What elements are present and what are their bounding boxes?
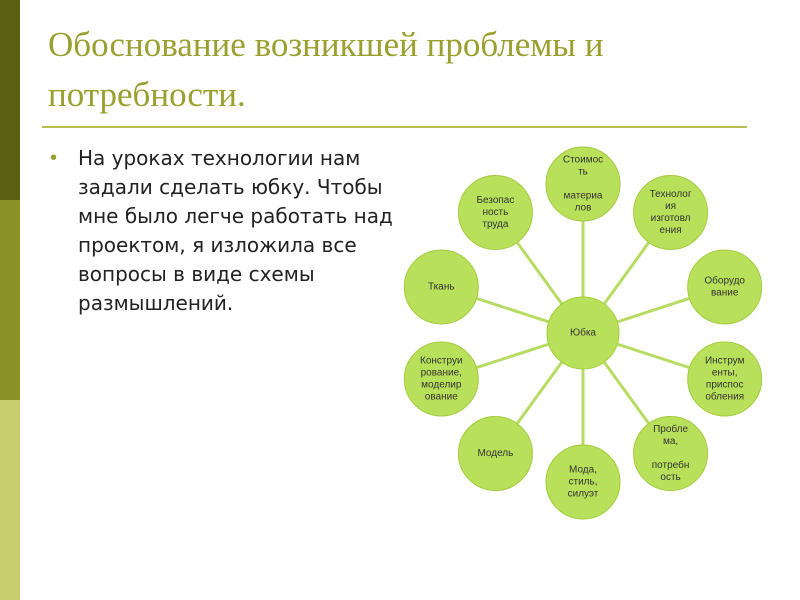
node-problema-potrebnost: [634, 417, 708, 491]
node-moda-stil-siluet: [546, 445, 620, 519]
node-label-line: ма,: [662, 436, 679, 448]
node-model: [458, 417, 532, 491]
node-label-line: Стоимос: [562, 154, 604, 166]
node-stoimost-materialov: [546, 147, 620, 221]
node-label-line: ия: [665, 200, 677, 212]
node-label-line: Конструи: [420, 355, 463, 367]
node-label-line: Инструм: [704, 355, 745, 367]
node-label-line: Ткань: [428, 281, 455, 293]
node-label-line: ость: [660, 472, 681, 484]
node-label-line: вание: [710, 287, 739, 299]
node-label-line: ть: [578, 166, 588, 178]
node-label-line: Технолог: [649, 188, 692, 200]
node-label-line: стиль,: [568, 476, 598, 488]
node-label-line: Безопас: [476, 194, 515, 206]
node-label-line: моделир: [421, 379, 462, 391]
node-label-line: приспос: [705, 379, 744, 391]
page-title: Обоснование возникшей проблемы и потребности.: [48, 25, 604, 114]
bullet-text: На уроках технологии нам задали сделать юбку. Чтобы мне было легче работать над проектом, я изложила все вопросы в виде схемы размышлений.: [78, 146, 393, 315]
node-konstruirovanie-modelirovanie: [404, 342, 478, 416]
node-instrumenty-prisposobleniya: [688, 342, 762, 416]
node-label-line: ование: [424, 391, 458, 403]
node-label-line: изготовл: [650, 212, 691, 224]
node-bezopasnost-truda: [458, 175, 532, 249]
center-node-yubka: [547, 297, 619, 369]
bullet-dot: •: [50, 147, 58, 169]
node-tkan: [404, 250, 478, 324]
node-label-line: силуэт: [567, 488, 599, 500]
node-label-line: обления: [705, 391, 745, 403]
node-label-line: лов: [574, 202, 592, 214]
node-oborudovanie: [688, 250, 762, 324]
node-label-line: ения: [659, 224, 682, 236]
node-label-line: Модель: [477, 448, 514, 460]
node-label-line: Пробле: [653, 424, 689, 436]
node-label-line: потребн: [651, 460, 690, 472]
node-label-line: материа: [563, 190, 603, 202]
diagram-nodes: [404, 147, 761, 519]
node-label-line: труда: [482, 218, 509, 230]
node-label-line: рование,: [420, 367, 462, 379]
node-label-line: ность: [482, 206, 509, 218]
node-tekhnologiya-izgotovleniya: [634, 175, 708, 249]
node-label-line: енты,: [711, 367, 738, 379]
node-label-line: Мода,: [569, 464, 597, 476]
node-label-line: Оборудо: [704, 275, 746, 287]
node-label-line: Юбка: [570, 327, 596, 339]
